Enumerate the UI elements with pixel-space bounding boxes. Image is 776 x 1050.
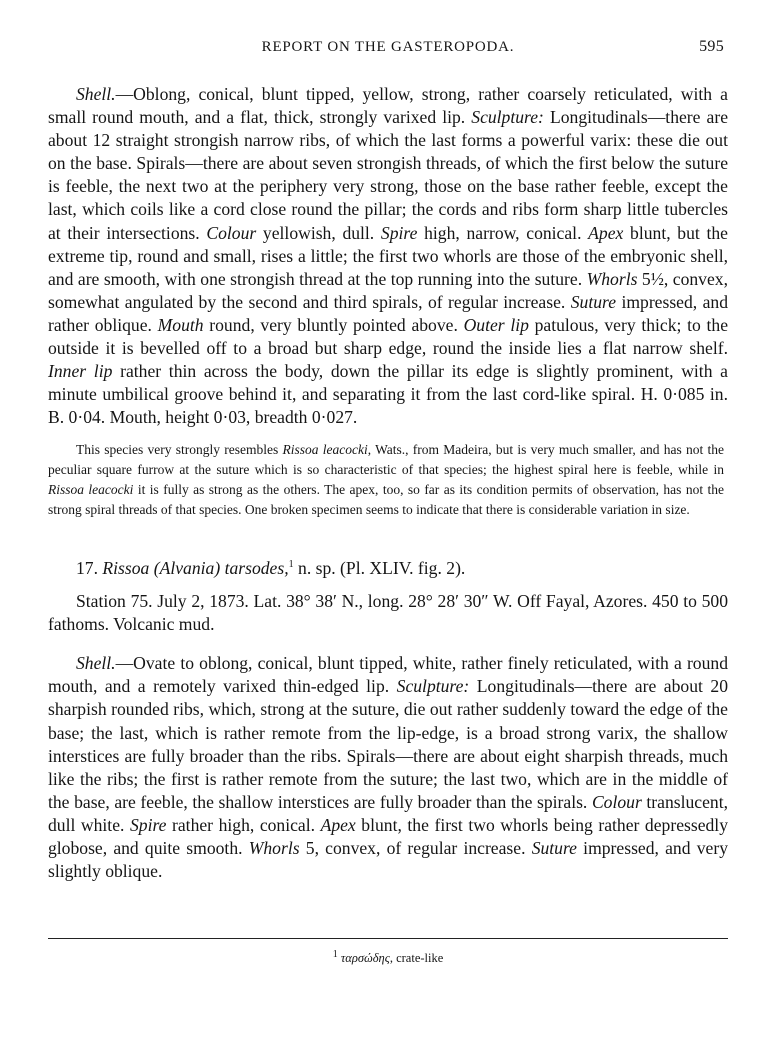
shell-description-paragraph-2 [48,652,728,883]
term-whorls: Whorls [586,268,638,289]
species-genus: Rissoa [102,558,150,579]
footnote-greek-term: ταρσώδης [340,951,390,965]
term-whorls: Whorls [248,837,300,858]
footnote [48,950,728,966]
term-shell: Shell. [76,653,116,674]
text: —Oblong, conical, blunt tipped, yellow, strong, rather coarsely reticulated, with a small round mouth, and a flat, thick, strongly varixed lip. [48,84,728,128]
species-number: 17. [76,558,98,579]
text: Longitudinals—there are about 12 straight strongish narrow ribs, of which the last forms a powerful varix: these die out on the base. Spirals—there are about seven strongish threads, of which the first below the suture is feeble, the next two at the periphery very strong, those on the base rather feeble, except the last, which coils like a cord close round the pillar; the cords and ribs form sharp little tubercles at their intersections. [48,107,729,243]
text: high, narrow, conical. [417,222,582,243]
term-apex: Apex [320,814,356,835]
species-heading [76,557,728,580]
species-name: Rissoa leacocki [48,482,134,498]
text: round, very bluntly pointed above. [203,314,458,335]
text: 5, convex, of regular increase. [299,837,526,858]
term-spire: Spire [129,814,167,835]
term-apex: Apex [588,222,624,243]
term-spire: Spire [380,222,418,243]
term-sculpture: Sculpture: [396,676,470,697]
text: impressed, and very slightly oblique. [48,837,728,882]
page-number: 595 [699,38,724,55]
page [48,36,728,1016]
footnote-number: 1 [332,948,338,960]
species-name: Rissoa leacocki [282,442,368,458]
species-reference: n. sp. (Pl. XLIV. fig. 2). [293,558,466,579]
term-mouth: Mouth [157,314,204,335]
footnote-gloss: , crate-like [389,951,444,965]
term-inner-lip: Inner lip [48,361,113,382]
text: —Ovate to oblong, conical, blunt tipped, white, rather finely reticulated, with a round mouth, and a remotely varixed thin-edged lip. [48,653,728,697]
text: patulous, very thick; to the outside it is bevelled off to a broad but sharp edge, round the inside lies a flat narrow shelf. [48,314,728,359]
term-colour: Colour [591,791,642,812]
term-suture: Suture [570,291,617,312]
term-shell: Shell. [76,84,116,104]
text: rather thin across the body, down the pillar its edge is slightly prominent, with a minute umbilical groove behind it, and separating it from the last cord-like spiral. H. 0·085 in. B. 0·04. Mouth, height 0·03, breadth 0·027. [48,361,728,428]
running-title: REPORT ON THE GASTEROPODA. [261,39,515,55]
comparison-note [48,440,724,520]
footnote-divider [48,938,728,939]
text: 5½, convex, somewhat angulated by the second and third spirals, of regular increase. [48,268,728,312]
term-colour: Colour [206,222,257,243]
term-suture: Suture [531,837,577,858]
text: rather high, conical. [166,814,316,835]
text: blunt, the first two whorls being rather depressedly globose, and quite smooth. [48,814,728,858]
text: , Wats., from Madeira, but is very much smaller, and has not the peculiar square furrow at the suture which is so characteristic of that species; the highest spiral here is feeble, while in [48,442,724,478]
text: blunt, but the extreme tip, round and small, rises a little; the first two whorls are those of the embryonic shell, and are smooth, with one strongish thread at the top running into the suture. [48,222,728,289]
text: This species very strongly resembles [76,442,283,458]
text: it is fully as strong as the others. The apex, too, so far as its condition permits of observation, has not the strong spiral threads of that species. One broken specimen seems to indicate that there is considerable variation in size. [48,482,724,518]
term-outer-lip: Outer lip [463,314,529,335]
text: Longitudinals—there are about 20 sharpish rounded ribs, which, strong at the suture, die out rather suddenly toward the edge of the base; the last, which is rather remote from the lip-edge, is a broad strong varix, the shallow interstices are fully broader than the ribs. Spirals—there are about eight sharpish threads, much like the ribs; the first is rather remote from the suture; the last two, which are in the middle of the base, are feeble, the shallow interstices are fully broader than the spirals. [48,676,728,812]
station-info: Station 75. July 2, 1873. Lat. 38° 38′ N., long. 28° 28′ 30″ W. Off Fayal, Azores. 450 to 500 fathoms. Volcanic mud. [48,591,728,635]
species-subgenus: (Alvania) tarsodes, [153,558,289,579]
running-header [48,36,728,62]
shell-description-paragraph-1 [48,83,728,429]
text: translucent, dull white. [48,791,728,835]
text: yellowish, dull. [256,222,375,243]
text: impressed, and rather oblique. [48,291,729,335]
footnote-marker: 1 [288,559,294,571]
term-sculpture: Sculpture: [471,107,544,128]
